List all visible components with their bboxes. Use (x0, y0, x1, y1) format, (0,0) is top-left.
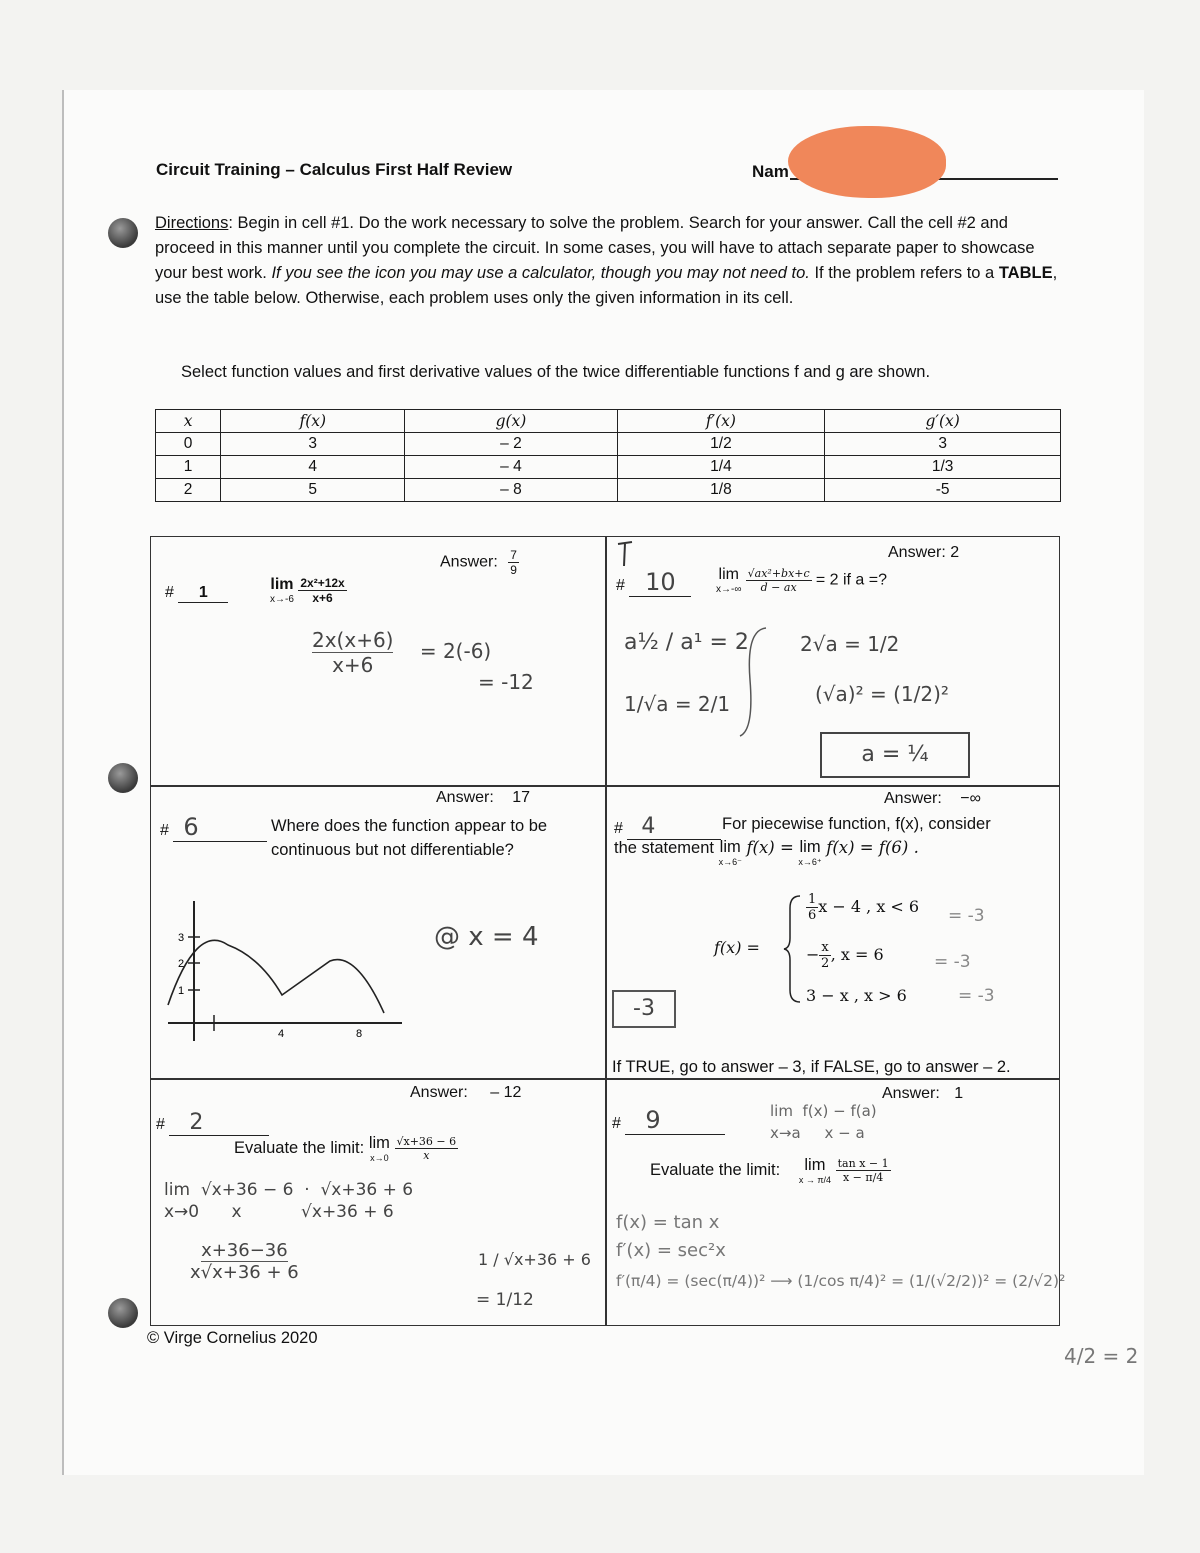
cell9-problem: Evaluate the limit: lim x → π/4 $\frac{\text{tan x − 1}}{x - \pi/4}$ (650, 1156, 889, 1185)
piecewise-brace (782, 894, 802, 1004)
cell4-piece3: 3 − x , x > 6 (806, 986, 907, 1005)
name-label: Nam (752, 162, 789, 181)
cell4-statement: the statement lim x→6⁻ f(x) = lim x→6⁺ f(x) = f(6) . (614, 838, 919, 867)
cell10-work: (√a)² = (1/2)² (815, 682, 949, 706)
cell4-fx: f(x) = (714, 938, 760, 957)
cell1-work-result: = -12 (478, 670, 534, 694)
cell2-work: 1 / √x+36 + 6 (478, 1250, 591, 1269)
cell10-number: # 10 (616, 568, 691, 597)
calculator-icon (612, 540, 642, 570)
cell9-work: lim f(x) − f(a) (770, 1102, 877, 1120)
svg-text:3: 3 (178, 932, 185, 944)
svg-text:2: 2 (178, 958, 185, 970)
cell1-number: # 1 (165, 584, 228, 603)
cell4-footer: If TRUE, go to answer – 3, if FALSE, go to answer – 2. (612, 1058, 1011, 1076)
cell6-graph (160, 895, 410, 1045)
svg-text:1: 1 (178, 985, 185, 997)
cell4-answer: Answer: −∞ (884, 790, 981, 807)
table-intro: Select function values and first derivative values of the twice differentiable functions f and g are shown. (181, 363, 931, 381)
cell6-number: # 6 (160, 813, 267, 842)
cell4-piece2: − $\frac{x}{2}$ , x = 6 (806, 940, 884, 971)
cell10-answer: Answer: 2 (888, 544, 960, 561)
bracket-mark (738, 620, 768, 740)
cell1-limit: lim x→-6 $\frac{\text{2x²+12x}}{x+6}$ (270, 576, 345, 605)
cell4-number: # 4 (614, 814, 721, 840)
cell9-work: 4/2 = 2 (1064, 1344, 1139, 1368)
binder-hole (108, 1298, 138, 1328)
cell4-boxed-answer: -3 (612, 990, 676, 1028)
cell1-answer: Answer: $\frac{7}{9}$ (440, 548, 517, 577)
cell4-piece1: $\frac{1}{6}$ x − 4 , x < 6 (808, 892, 920, 923)
svg-text:8: 8 (356, 1028, 363, 1040)
cell2-work: = 1/12 (476, 1290, 534, 1310)
cell4-question: For piecewise function, f(x), consider (722, 815, 991, 833)
copyright: © Virge Cornelius 2020 (147, 1329, 318, 1347)
directions: Directions: Begin in cell #1. Do the work necessary to solve the problem. Search for your answer. Call the cell #2 and proceed in this manner until you complete the circuit. In some cases, you will have to attach separate paper to showcase your best work. If you see the icon you may use a calculator, though you may not need to. If the problem refers to a TABLE, use the table below. Otherwise, each problem uses only the given information in its cell. (155, 214, 1058, 307)
table-row: 2 5 – 8 1/8 -5 (156, 479, 1061, 502)
cell6-answer: Answer: 17 (436, 789, 531, 806)
grid-divider (150, 1078, 1060, 1080)
values-table (155, 409, 1061, 502)
worksheet-title: Circuit Training – Calculus First Half Review (156, 160, 513, 179)
binder-hole (108, 218, 138, 248)
redaction-mark (788, 126, 946, 198)
cell10-work: 1/√a = 2/1 (624, 692, 731, 716)
cell9-number: # 9 (612, 1106, 725, 1135)
cell10-limit: lim x→-∞ $\frac{\text{√ax²+bx+c}}{d - ax}$ = 2 if a =? (716, 566, 888, 595)
cell10-work: a½ / a¹ = 2 (624, 630, 749, 655)
cell6-question: Where does the function appear to be continuous but not differentiable? (271, 817, 548, 859)
table-header-row: x f(x) g(x) f′(x) g′(x) (156, 410, 1061, 433)
cell2-problem: Evaluate the limit: lim x→0 $\frac{√x+36 - 6}{x}$ (234, 1134, 457, 1163)
cell2-answer: Answer: – 12 (410, 1084, 522, 1101)
svg-text:4: 4 (278, 1028, 285, 1040)
table-row: 0 3 – 2 1/2 3 (156, 433, 1061, 456)
grid-divider (605, 536, 607, 1326)
cell9-work: f′(x) = sec²x (616, 1240, 726, 1261)
cell2-number: # 2 (156, 1110, 269, 1136)
cell10-boxed-answer: a = ¼ (820, 732, 970, 778)
cell9-answer: Answer: 1 (882, 1085, 964, 1102)
cell9-work: x→a x − a (770, 1124, 865, 1142)
binder-hole (108, 763, 138, 793)
cell1-work: $\frac{2x(x+6)}{x+6}$ = 2(-6) (312, 628, 492, 677)
cell9-work: f(x) = tan x (616, 1212, 720, 1233)
cell2-work: x+36−36 x√x+36 + 6 (190, 1240, 299, 1283)
cell10-work: 2√a = 1/2 (800, 632, 900, 656)
table-row: 1 4 – 4 1/4 1/3 (156, 456, 1061, 479)
cell6-work: @ x = 4 (434, 922, 539, 952)
cell2-work: lim √x+36 − 6 · √x+36 + 6 (164, 1180, 414, 1200)
cell9-work: f′(π/4) = (sec(π/4))² ⟶ (1/cos π/4)² = (1/(√2/2))² = (2/√2)² (616, 1272, 1066, 1290)
grid-divider (150, 785, 1060, 787)
directions-label: Directions (155, 214, 229, 232)
cell2-work: x→0 x √x+36 + 6 (164, 1202, 394, 1222)
